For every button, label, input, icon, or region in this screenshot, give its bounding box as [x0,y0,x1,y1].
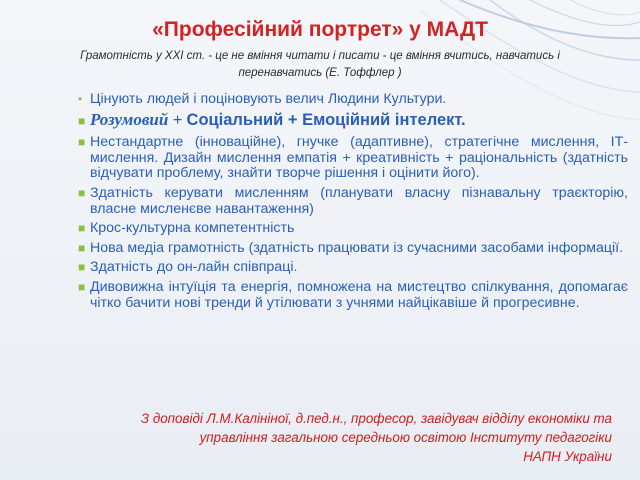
bullet-item-5 [78,221,628,237]
bullet-text: Здатність керувати мисленням (планувати власну пізнавальну траєкторію, власне мисленєве навантаження) [90,184,628,217]
bullet-text: Нестандартне (інноваційне), гнучке (адаптивне), стратегічне мислення, ІТ-мислення. Дизайн мислення емпатія + креативність + раціональність (здатність відчувати проблему, знайти творче рішення і оцінити його). [90,134,628,182]
bullet-item-7 [78,260,628,276]
bullet-text: Дивовижна інтуїція та енергія, помножена на мистецтво спілкування, допомагає чітко бачити нові тренди й утілювати з учнями найцікавіше й прогресивне. [90,278,628,311]
bullet-item-8 [78,280,628,311]
bullet-text: Цінують людей і поціновують велич Людини Культури. [90,91,447,107]
bullet-item-3 [78,135,628,182]
bullet-item-2 [78,109,628,130]
bullet-item-6 [78,241,628,257]
citation-line-1: З доповіді Л.М.Калініної, д.пед.н., професор, завідувач відділу економіки та [140,411,612,426]
bullet-square-icon: ■ [78,135,86,150]
bullet-square-icon: ■ [78,185,86,200]
bullet-text: Нова медіа грамотність (здатність працювати із сучасними засобами інформації. [90,239,624,256]
bullet-text-intellect-part2: Соціальний + Емоційний інтелект. [186,110,466,129]
bullet-square-icon: ■ [78,240,86,255]
bullet-square-icon: ■ [78,221,86,236]
bullet-text-intellect-part1: Розумовий + [90,109,187,129]
source-citation [30,409,612,466]
bullet-text: Здатність до он-лайн співпраці. [90,259,298,276]
bullet-square-icon: ■ [78,113,86,128]
citation-line-3: НАПН України [523,449,612,464]
bullet-square-icon: ■ [78,279,86,294]
bullet-item-1 [78,92,628,108]
subtitle-line-1: Грамотність у ХХІ ст. - це не вміння читати і писати - це вміння вчитись, навчатись і [80,50,560,62]
bullet-square-icon: ■ [78,260,86,275]
bullet-list [78,92,628,315]
subtitle-line-2: перенавчатись (Е. Тоффлер ) [238,67,402,79]
slide-title: «Професійний портрет» у МАДТ [152,18,488,41]
bullet-text: Крос-культурна компетентність [90,220,295,237]
bullet-dot-icon: • [78,92,83,106]
bullet-item-4 [78,186,628,217]
slide-subtitle [40,48,600,82]
citation-line-2: управління загальною середньою освітою Інституту педагогіки [199,430,612,445]
